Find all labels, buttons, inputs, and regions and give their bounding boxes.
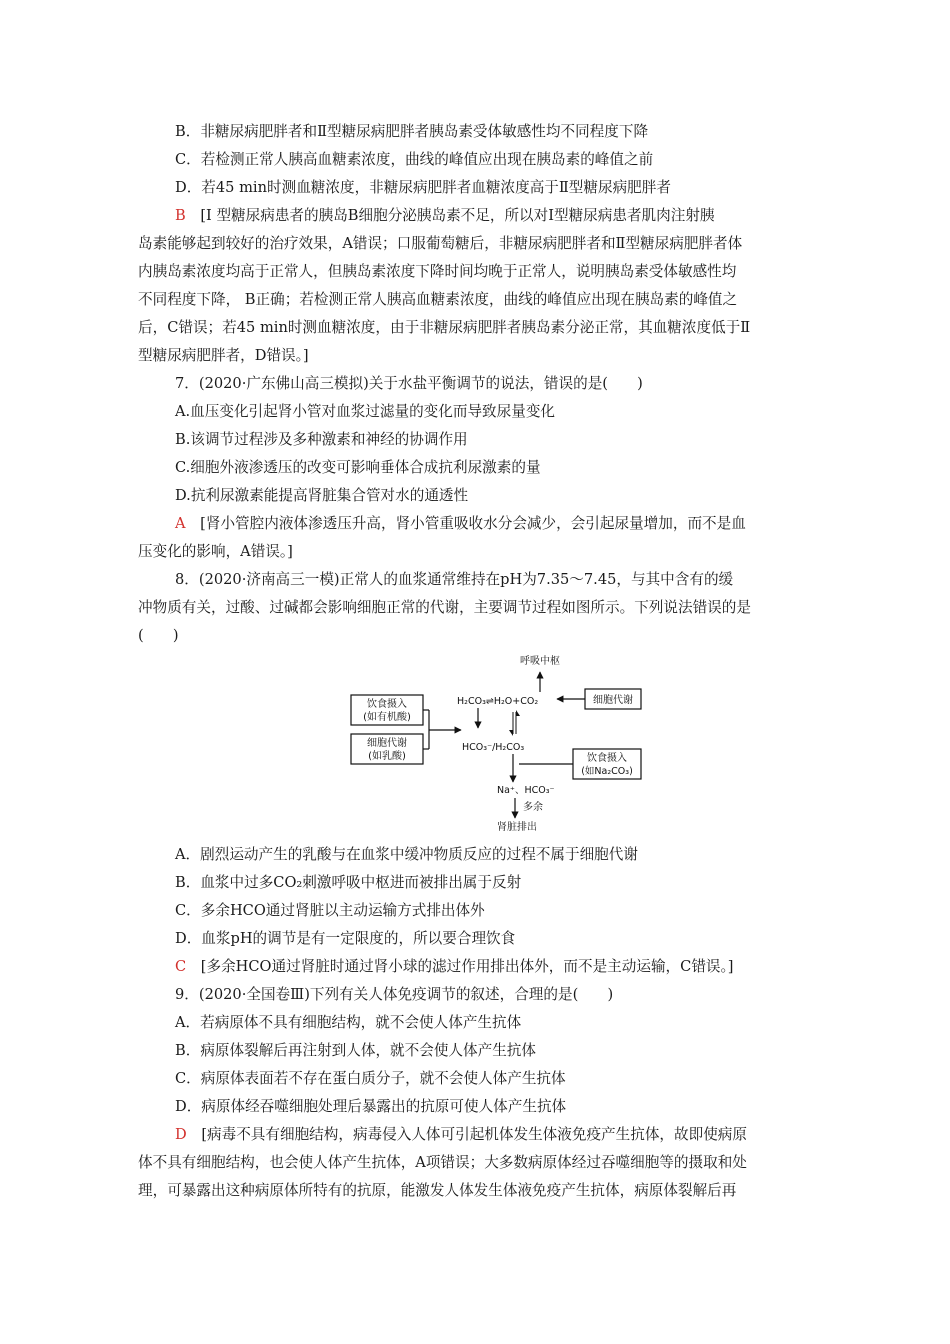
diagram-label: (如有机酸): [363, 712, 411, 723]
ions-label: Na⁺、HCO₃⁻: [497, 785, 555, 796]
q6-explanation-line: 岛素能够起到较好的治疗效果，A错误；口服葡萄糖后，非糖尿病肥胖者和Ⅱ型糖尿病肥胖者体: [138, 235, 743, 252]
equilibrium-equation: H₂CO₃⇌H₂O+CO₂: [457, 696, 539, 707]
q9-option-c: C．病原体表面若不存在蛋白质分子，就不会使人体产生抗体: [175, 1070, 566, 1087]
q8-option-c: C．多余HCO通过肾脏以主动运输方式排出体外: [175, 902, 485, 919]
excess-label: 多余: [523, 802, 543, 813]
diagram-label: 饮食摄入: [587, 753, 627, 764]
q7-explanation-line: A [肾小管腔内液体渗透压升高，肾小管重吸收水分会减少，会引起尿量增加，而不是血: [175, 515, 746, 532]
q8-answer: C: [175, 958, 187, 975]
q6-option-c: C．若检测正常人胰高血糖素浓度，曲线的峰值应出现在胰岛素的峰值之前: [175, 151, 654, 168]
respiratory-center-label: 呼吸中枢: [520, 656, 560, 667]
q9-explanation-line: 体不具有细胞结构，也会使人体产生抗体，A项错误；大多数病原体经过吞噬细胞等的摄取和处: [138, 1154, 747, 1171]
q6-explanation-line: 型糖尿病肥胖者，D错误。]: [138, 347, 309, 364]
q8-stem: 8．(2020·济南高三一模)正常人的血浆通常维持在pH为7.35～7.45，与其中含有的缓: [175, 571, 734, 588]
q9-explanation-line: D [病毒不具有细胞结构，病毒侵入人体可引起机体发生体液免疫产生抗体，故即使病原: [175, 1126, 747, 1143]
buffer-pair-label: HCO₃⁻/H₂CO₃: [462, 742, 525, 753]
q8-stem: ( ): [138, 627, 179, 644]
q7-option-c: C.细胞外液渗透压的改变可影响垂体合成抗利尿激素的量: [175, 459, 541, 476]
q8-option-d: D．血浆pH的调节是有一定限度的，所以要合理饮食: [175, 930, 516, 947]
q9-option-a: A．若病原体不具有细胞结构，就不会使人体产生抗体: [175, 1014, 522, 1031]
q8-option-a: A．剧烈运动产生的乳酸与在血浆中缓冲物质反应的过程不属于细胞代谢: [175, 846, 638, 863]
q7-answer: A: [175, 515, 186, 532]
q9-explanation-line: 理，可暴露出这种病原体所特有的抗原，能激发人体发生体液免疫产生抗体，病原体裂解后再: [138, 1182, 737, 1199]
q9-stem: 9．(2020·全国卷Ⅲ)下列有关人体免疫调节的叙述，合理的是( ): [175, 986, 614, 1003]
q7-option-d: D.抗利尿激素能提高肾脏集合管对水的通透性: [175, 487, 469, 504]
q6-explanation-line: 后，C错误；若45 min时测血糖浓度，由于非糖尿病肥胖者胰岛素分泌正常，其血糖浓度低于Ⅱ: [138, 319, 751, 336]
diagram-label: (如乳酸): [368, 751, 406, 762]
q7-stem: 7．(2020·广东佛山高三模拟)关于水盐平衡调节的说法，错误的是( ): [175, 375, 643, 392]
buffer-regulation-diagram: [345, 650, 655, 835]
q6-option-b: B．非糖尿病肥胖者和Ⅱ型糖尿病肥胖者胰岛素受体敏感性均不同程度下降: [175, 123, 649, 140]
q8-option-b: B．血浆中过多CO₂刺激呼吸中枢进而被排出属于反射: [175, 874, 522, 891]
q8-stem: 冲物质有关，过酸、过碱都会影响细胞正常的代谢，主要调节过程如图所示。下列说法错误的是: [138, 599, 751, 616]
q8-explanation-line: C [多余HCO通过肾脏时通过肾小球的滤过作用排出体外，而不是主动运输，C错误。]: [175, 958, 734, 975]
diagram-label: 饮食摄入: [367, 699, 407, 710]
diagram-label: (如Na₂CO₃): [581, 766, 633, 777]
q9-option-d: D．病原体经吞噬细胞处理后暴露出的抗原可使人体产生抗体: [175, 1098, 567, 1115]
q7-explanation-line: 压变化的影响，A错误。]: [138, 543, 293, 560]
q6-option-d: D．若45 min时测血糖浓度，非糖尿病肥胖者血糖浓度高于Ⅱ型糖尿病肥胖者: [175, 179, 671, 196]
q6-explanation-line: 内胰岛素浓度均高于正常人，但胰岛素浓度下降时间均晚于正常人，说明胰岛素受体敏感性均: [138, 263, 737, 280]
q9-answer: D: [175, 1126, 187, 1143]
diagram-label: 细胞代谢: [367, 738, 407, 749]
diagram-label: 细胞代谢: [593, 695, 633, 706]
q9-option-b: B．病原体裂解后再注射到人体，就不会使人体产生抗体: [175, 1042, 536, 1059]
q6-explanation-line: B [Ⅰ 型糖尿病患者的胰岛B细胞分泌胰岛素不足，所以对Ⅰ型糖尿病患者肌肉注射胰: [175, 207, 715, 224]
q6-answer: B: [175, 207, 186, 224]
kidney-excretion-label: 肾脏排出: [497, 822, 537, 833]
q7-option-a: A.血压变化引起肾小管对血浆过滤量的变化而导致尿量变化: [175, 403, 556, 420]
q6-explanation-line: 不同程度下降， B正确；若检测正常人胰高血糖素浓度，曲线的峰值应出现在胰岛素的峰值之: [138, 291, 738, 308]
q7-option-b: B.该调节过程涉及多种激素和神经的协调作用: [175, 431, 468, 448]
